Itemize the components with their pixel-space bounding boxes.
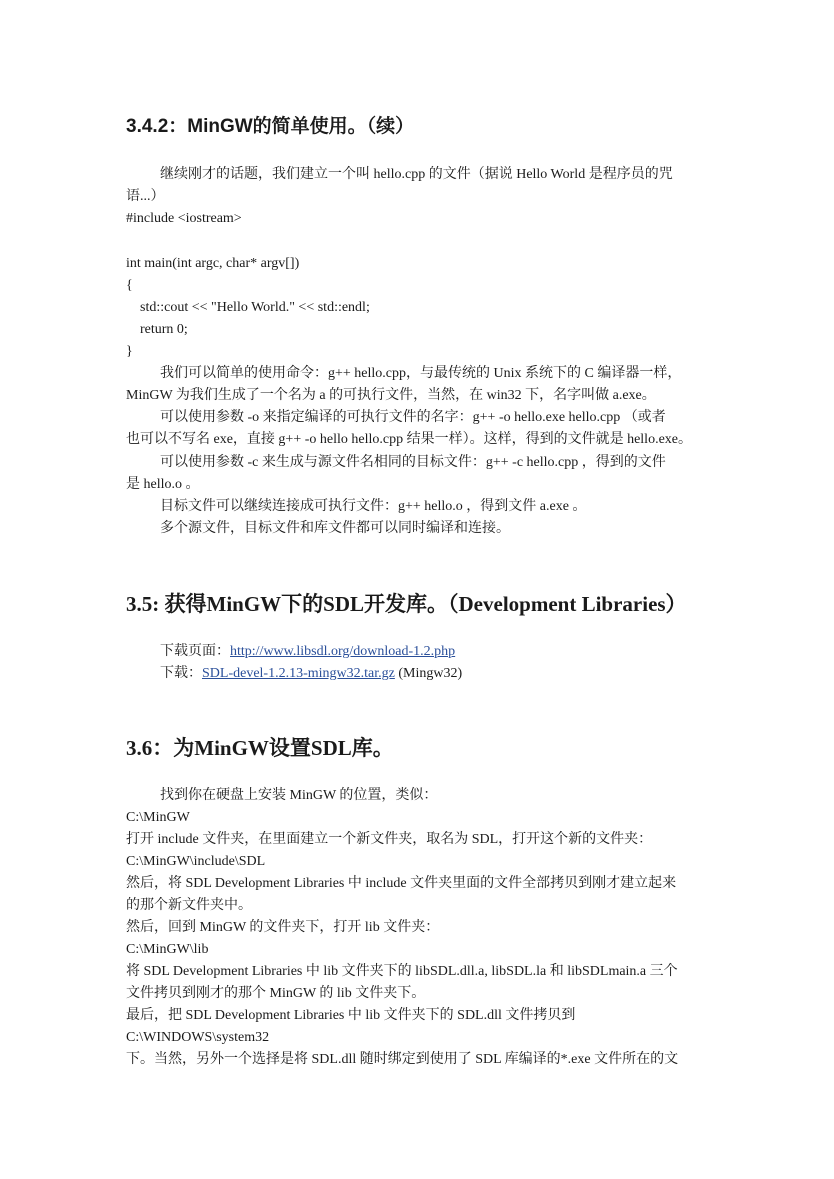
download-file-link[interactable]: SDL-devel-1.2.13-mingw32.tar.gz <box>202 666 395 681</box>
path-line: C:\MinGW\lib <box>126 942 209 957</box>
code-line: } <box>126 344 133 359</box>
intro-line: 继续刚才的话题，我们建立一个叫 hello.cpp 的文件（据说 Hello World 是程序员的咒 <box>160 167 673 182</box>
paragraph-line: MinGW 为我们生成了一个名为 a 的可执行文件，当然，在 win32 下，名字叫做 a.exe。 <box>126 388 656 403</box>
body-line: 打开 include 文件夹，在里面建立一个新文件夹，取名为 SDL，打开这个新的文件夹： <box>126 832 653 847</box>
body-line: 将 SDL Development Libraries 中 lib 文件夹下的 libSDL.dll.a, libSDL.la 和 libSDLmain.a 三个 <box>126 964 678 979</box>
paragraph-line: 目标文件可以继续连接成可执行文件：g++ hello.o ，得到文件 a.exe 。 <box>160 499 587 514</box>
intro-line: 语...） <box>126 189 165 204</box>
section-heading-3-5: 3.5: 获得MinGW下的SDL开发库。（Development Libraries） <box>126 592 687 616</box>
body-line: 文件拷贝到刚才的那个 MinGW 的 lib 文件夹下。 <box>126 986 426 1001</box>
code-line: { <box>126 278 133 293</box>
path-line: C:\MinGW\include\SDL <box>126 854 266 869</box>
code-line: #include <iostream> <box>126 211 242 226</box>
download-page-link[interactable]: http://www.libsdl.org/download-1.2.php <box>230 644 456 659</box>
body-line: 然后，将 SDL Development Libraries 中 include 文件夹里面的文件全部拷贝到刚才建立起来 <box>126 876 677 891</box>
path-line: C:\MinGW <box>126 810 190 825</box>
section-heading-3-6: 3.6：为MinGW设置SDL库。 <box>126 736 394 760</box>
paragraph-line: 是 hello.o 。 <box>126 477 200 492</box>
download-label: 下载： <box>160 666 202 681</box>
download-row <box>160 663 462 685</box>
body-line: 的那个新文件夹中。 <box>126 898 252 913</box>
body-line: 下。当然，另外一个选择是将 SDL.dll 随时绑定到使用了 SDL 库编译的*.exe 文件所在的文 <box>126 1052 679 1067</box>
body-line: 找到你在硬盘上安装 MinGW 的位置，类似： <box>160 788 438 803</box>
code-line: std::cout << "Hello World." << std::endl; <box>140 300 370 315</box>
download-suffix: (Mingw32) <box>394 666 463 681</box>
download-page-row <box>160 641 455 663</box>
code-line: int main(int argc, char* argv[]) <box>126 256 300 271</box>
code-line: return 0; <box>140 322 188 337</box>
section-heading-3-4-2: 3.4.2：MinGW的简单使用。（续） <box>126 116 415 137</box>
body-line: 然后，回到 MinGW 的文件夹下，打开 lib 文件夹： <box>126 920 440 935</box>
paragraph-line: 多个源文件，目标文件和库文件都可以同时编译和连接。 <box>160 521 510 536</box>
paragraph-line: 可以使用参数 -o 来指定编译的可执行文件的名字：g++ -o hello.exe hello.cpp （或者 <box>160 410 666 425</box>
paragraph-line: 我们可以简单的使用命令：g++ hello.cpp，与最传统的 Unix 系统下的 C 编译器一样， <box>160 366 682 381</box>
download-page-label: 下载页面： <box>160 644 230 659</box>
paragraph-line: 可以使用参数 -c 来生成与源文件名相同的目标文件：g++ -c hello.cpp ，得到的文件 <box>160 455 666 470</box>
paragraph-line: 也可以不写名 exe，直接 g++ -o hello hello.cpp 结果一样）。这样，得到的文件就是 hello.exe。 <box>126 432 693 447</box>
path-line: C:\WINDOWS\system32 <box>126 1030 270 1045</box>
body-line: 最后，把 SDL Development Libraries 中 lib 文件夹下的 SDL.dll 文件拷贝到 <box>126 1008 576 1023</box>
